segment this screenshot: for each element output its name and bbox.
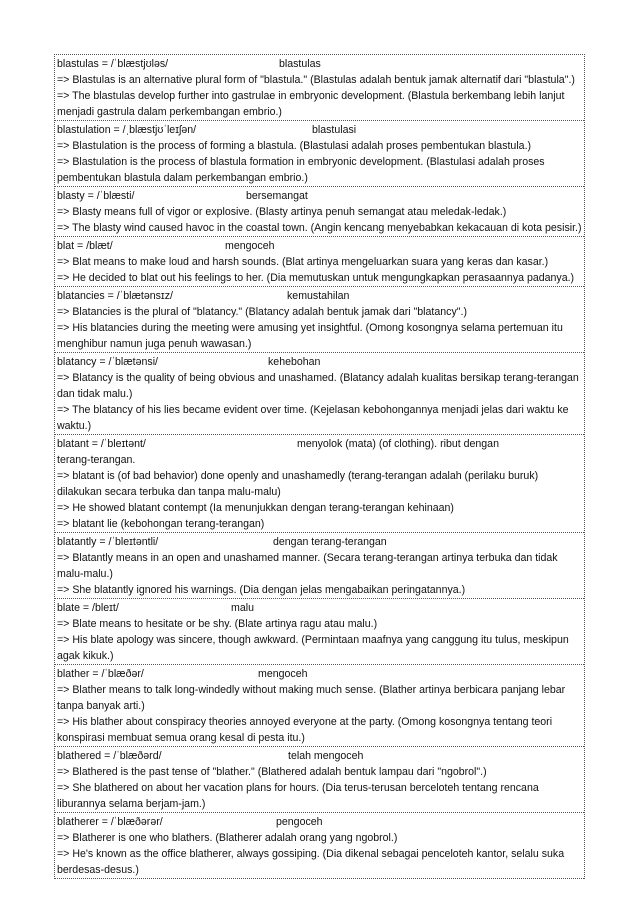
translation: kemustahilan [287,290,350,302]
example-line: => Blastulation is the process of forming a blastula. (Blastulasi adalah proses pembentukan blastula.) [57,140,532,152]
dictionary-entry [55,237,584,287]
headword: blatancy = /ˈblætənsi/ [57,356,158,368]
headword: blatherer = /ˈblæðərər/ [57,816,163,828]
translation: dengan terang-terangan [273,536,387,548]
example-line: => She blathered on about her vacation plans for hours. (Dia terus-terusan berceloteh tentang rencana liburannya selama berjam-jam.) [57,782,539,810]
entry-headline [57,748,583,764]
translation: mengoceh [258,668,308,680]
example-line: => Blather means to talk long-windedly without making much sense. (Blather artinya berbicara panjang lebar tanpa banyak arti.) [57,684,566,712]
dictionary-entry [55,353,584,435]
example-line: => He decided to blat out his feelings to her. (Dia memutuskan untuk mengungkapkan perasaannya padanya.) [57,272,575,284]
dictionary-entry [55,435,584,533]
example-line: => The blastulas develop further into gastrulae in embryonic development. (Blastula berkembang lebih lanjut menjadi gastrula dalam perkembangan embrio.) [57,90,565,118]
dictionary-entry [55,55,584,121]
example-line: => Blatancy is the quality of being obvious and unashamed. (Blatancy adalah kualitas bersikap terang-terangan dan tidak malu.) [57,372,579,400]
example-line: => blatant is (of bad behavior) done openly and unashamedly (terang-terangan adalah (perilaku buruk) dilakukan secara terbuka dan tanpa malu-malu) [57,470,539,498]
headword: blastulation = /ˌblæstjʊˈleɪʃən/ [57,124,197,136]
entry-headline [57,666,583,682]
example-line: => The blasty wind caused havoc in the coastal town. (Angin kencang menyebabkan kekacauan di kota pesisir.) [57,222,582,234]
entry-headline [57,436,583,452]
entry-headline [57,122,583,138]
example-line: => The blatancy of his lies became evident over time. (Kejelasan kebohongannya menjadi jelas dari waktu ke waktu.) [57,404,569,432]
example-line: => Blastulation is the process of blastula formation in embryonic development. (Blastulasi adalah proses pembentukan blastula dalam perkembangan embrio.) [57,156,545,184]
entry-headline [57,238,583,254]
translation: malu [231,602,254,614]
entry-headline [57,600,583,616]
headword: blatantly = /ˈbleɪtəntli/ [57,536,159,548]
dictionary-entry [55,121,584,187]
headword: blasty = /ˈblæsti/ [57,190,135,202]
headword: blastulas = /ˈblæstjʊləs/ [57,58,169,70]
translation: blastulasi [312,124,357,136]
definition-continuation: terang-terangan. [57,454,136,466]
example-line: => blatant lie (kebohongan terang-terangan) [57,518,265,530]
headword: blatancies = /ˈblætənsɪz/ [57,290,173,302]
entry-headline [57,814,583,830]
example-line: => Blatancies is the plural of "blatancy." (Blatancy adalah bentuk jamak dari "blatancy".) [57,306,467,318]
example-line: => His blather about conspiracy theories annoyed everyone at the party. (Omong kosongnya tentang teori konspirasi membuat semua orang kesal di pesta itu.) [57,716,553,744]
example-line: => Blastulas is an alternative plural form of "blastula." (Blastulas adalah bentuk jamak alternatif dari "blastula".) [57,74,575,86]
dictionary-entry [55,599,584,665]
entry-headline [57,288,583,304]
translation: kehebohan [268,356,321,368]
translation: blastulas [279,58,321,70]
entry-headline [57,354,583,370]
example-line: => His blate apology was sincere, though awkward. (Permintaan maafnya yang canggung itu tulus, meskipun agak kikuk.) [57,634,569,662]
example-line: => Blate means to hesitate or be shy. (Blate artinya ragu atau malu.) [57,618,378,630]
dictionary-table [54,54,585,879]
headword: blather = /ˈblæðər/ [57,668,144,680]
example-line: => He's known as the office blatherer, always gossiping. (Dia dikenal sebagai penceloteh kantor, selalu suka berdesas-desus.) [57,848,565,876]
translation: bersemangat [246,190,308,202]
example-line: => She blatantly ignored his warnings. (Dia dengan jelas mengabaikan peringatannya.) [57,584,466,596]
dictionary-entry [55,813,584,879]
headword: blathered = /ˈblæðərd/ [57,750,162,762]
translation: mengoceh [225,240,275,252]
example-line: => His blatancies during the meeting were amusing yet insightful. (Omong kosongnya selama pertemuan itu menghibur namun juga penuh wawasan.) [57,322,563,350]
headword: blate = /bleɪt/ [57,602,119,614]
example-line: => Blat means to make loud and harsh sounds. (Blat artinya mengeluarkan suara yang keras dan kasar.) [57,256,549,268]
dictionary-entry [55,533,584,599]
translation: pengoceh [276,816,323,828]
example-line: => Blatherer is one who blathers. (Blatherer adalah orang yang ngobrol.) [57,832,398,844]
dictionary-entry [55,287,584,353]
dictionary-entry [55,665,584,747]
entry-headline [57,56,583,72]
translation: telah mengoceh [288,750,364,762]
example-line: => Blathered is the past tense of "blather." (Blathered adalah bentuk lampau dari "ngobrol".) [57,766,487,778]
translation: menyolok (mata) (of clothing). ribut dengan [297,438,499,450]
example-line: => Blasty means full of vigor or explosive. (Blasty artinya penuh semangat atau meledak-ledak.) [57,206,507,218]
entry-headline [57,188,583,204]
dictionary-entry [55,747,584,813]
headword: blatant = /ˈbleɪtənt/ [57,438,146,450]
example-line: => He showed blatant contempt (Ia menunjukkan dengan terang-terangan kehinaan) [57,502,454,514]
example-line: => Blatantly means in an open and unashamed manner. (Secara terang-terangan artinya terbuka dan tidak malu-malu.) [57,552,558,580]
dictionary-entry [55,187,584,237]
entry-headline [57,534,583,550]
headword: blat = /blæt/ [57,240,113,252]
